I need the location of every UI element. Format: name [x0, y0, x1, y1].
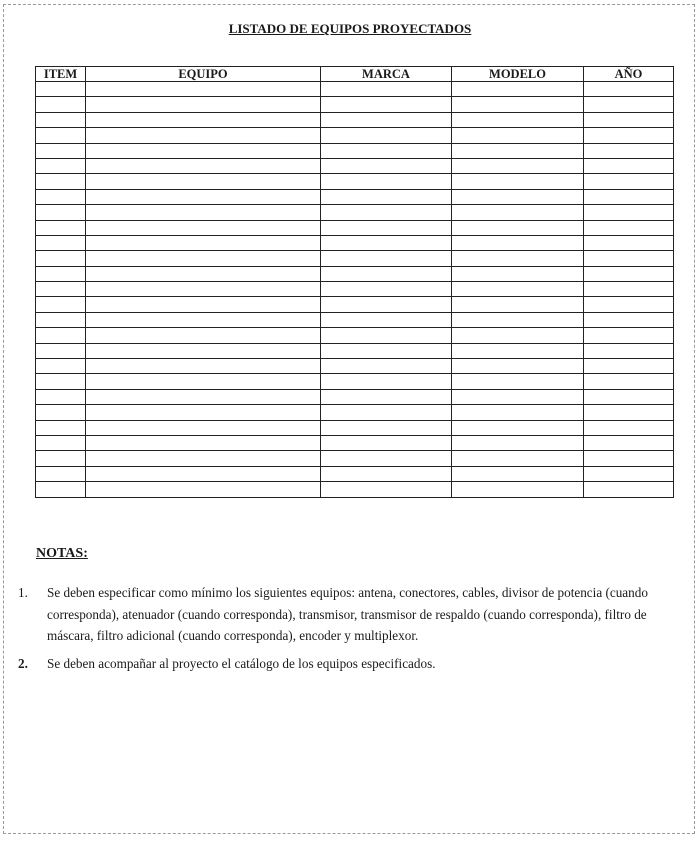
cell-equipo[interactable]	[86, 405, 321, 420]
cell-ano[interactable]	[584, 435, 674, 450]
cell-modelo[interactable]	[452, 482, 584, 497]
cell-modelo[interactable]	[452, 205, 584, 220]
cell-marca[interactable]	[321, 251, 452, 266]
cell-marca[interactable]	[321, 374, 452, 389]
cell-item[interactable]	[36, 189, 86, 204]
cell-ano[interactable]	[584, 451, 674, 466]
cell-item[interactable]	[36, 343, 86, 358]
table-row	[36, 143, 674, 158]
cell-equipo[interactable]	[86, 374, 321, 389]
cell-ano[interactable]	[584, 328, 674, 343]
cell-ano[interactable]	[584, 158, 674, 173]
table-row	[36, 328, 674, 343]
cell-item[interactable]	[36, 466, 86, 481]
cell-modelo[interactable]	[452, 220, 584, 235]
table-row	[36, 112, 674, 127]
cell-equipo[interactable]	[86, 220, 321, 235]
cell-equipo[interactable]	[86, 189, 321, 204]
cell-item[interactable]	[36, 220, 86, 235]
cell-marca[interactable]	[321, 405, 452, 420]
cell-equipo[interactable]	[86, 420, 321, 435]
cell-marca[interactable]	[321, 420, 452, 435]
note-number: 2.	[18, 656, 28, 671]
document-title: LISTADO DE EQUIPOS PROYECTADOS	[228, 21, 472, 36]
header-ano: AÑO	[584, 67, 674, 82]
cell-ano[interactable]	[584, 312, 674, 327]
table-row	[36, 189, 674, 204]
cell-item[interactable]	[36, 235, 86, 250]
cell-ano[interactable]	[584, 97, 674, 112]
table-row	[36, 158, 674, 173]
cell-modelo[interactable]	[452, 389, 584, 404]
cell-modelo[interactable]	[452, 128, 584, 143]
cell-equipo[interactable]	[86, 466, 321, 481]
cell-marca[interactable]	[321, 359, 452, 374]
cell-item[interactable]	[36, 389, 86, 404]
cell-ano[interactable]	[584, 405, 674, 420]
cell-ano[interactable]	[584, 235, 674, 250]
equipment-table	[35, 66, 674, 498]
cell-item[interactable]	[36, 359, 86, 374]
header-equipo: EQUIPO	[86, 67, 321, 82]
cell-modelo[interactable]	[452, 359, 584, 374]
cell-item[interactable]	[36, 482, 86, 497]
table-row	[36, 451, 674, 466]
header-item: ITEM	[36, 67, 86, 82]
cell-marca[interactable]	[321, 435, 452, 450]
cell-marca[interactable]	[321, 112, 452, 127]
cell-modelo[interactable]	[452, 266, 584, 281]
cell-ano[interactable]	[584, 297, 674, 312]
cell-modelo[interactable]	[452, 420, 584, 435]
cell-equipo[interactable]	[86, 158, 321, 173]
cell-equipo[interactable]	[86, 128, 321, 143]
cell-item[interactable]	[36, 451, 86, 466]
cell-equipo[interactable]	[86, 312, 321, 327]
cell-marca[interactable]	[321, 174, 452, 189]
cell-modelo[interactable]	[452, 297, 584, 312]
cell-marca[interactable]	[321, 389, 452, 404]
table-row	[36, 266, 674, 281]
cell-equipo[interactable]	[86, 389, 321, 404]
cell-equipo[interactable]	[86, 174, 321, 189]
table-row	[36, 359, 674, 374]
cell-marca[interactable]	[321, 482, 452, 497]
cell-marca[interactable]	[321, 343, 452, 358]
cell-marca[interactable]	[321, 205, 452, 220]
cell-item[interactable]	[36, 282, 86, 297]
table-row	[36, 235, 674, 250]
table-row	[36, 466, 674, 481]
cell-equipo[interactable]	[86, 343, 321, 358]
cell-marca[interactable]	[321, 189, 452, 204]
cell-equipo[interactable]	[86, 235, 321, 250]
cell-item[interactable]	[36, 205, 86, 220]
cell-equipo[interactable]	[86, 451, 321, 466]
cell-equipo[interactable]	[86, 328, 321, 343]
table-row	[36, 482, 674, 497]
table-row	[36, 128, 674, 143]
cell-modelo[interactable]	[452, 328, 584, 343]
table-row	[36, 282, 674, 297]
cell-modelo[interactable]	[452, 451, 584, 466]
cell-modelo[interactable]	[452, 174, 584, 189]
cell-equipo[interactable]	[86, 82, 321, 97]
table-row	[36, 405, 674, 420]
cell-marca[interactable]	[321, 97, 452, 112]
table-row	[36, 251, 674, 266]
cell-item[interactable]	[36, 405, 86, 420]
cell-ano[interactable]	[584, 389, 674, 404]
table-body	[36, 82, 674, 498]
cell-equipo[interactable]	[86, 282, 321, 297]
cell-item[interactable]	[36, 112, 86, 127]
cell-ano[interactable]	[584, 466, 674, 481]
cell-ano[interactable]	[584, 82, 674, 97]
cell-ano[interactable]	[584, 174, 674, 189]
note-item	[18, 582, 688, 647]
cell-equipo[interactable]	[86, 359, 321, 374]
cell-item[interactable]	[36, 266, 86, 281]
table-header-row	[36, 67, 674, 82]
cell-modelo[interactable]	[452, 374, 584, 389]
cell-modelo[interactable]	[452, 158, 584, 173]
cell-item[interactable]	[36, 374, 86, 389]
table-row	[36, 374, 674, 389]
table-row	[36, 312, 674, 327]
cell-modelo[interactable]	[452, 82, 584, 97]
cell-marca[interactable]	[321, 282, 452, 297]
cell-marca[interactable]	[321, 312, 452, 327]
table-row	[36, 420, 674, 435]
cell-item[interactable]	[36, 297, 86, 312]
cell-modelo[interactable]	[452, 343, 584, 358]
cell-modelo[interactable]	[452, 435, 584, 450]
table-row	[36, 389, 674, 404]
note-number: 1.	[18, 585, 28, 600]
cell-equipo[interactable]	[86, 297, 321, 312]
cell-marca[interactable]	[321, 328, 452, 343]
cell-item[interactable]	[36, 97, 86, 112]
cell-ano[interactable]	[584, 205, 674, 220]
cell-marca[interactable]	[321, 158, 452, 173]
cell-item[interactable]	[36, 312, 86, 327]
cell-modelo[interactable]	[452, 251, 584, 266]
table-row	[36, 97, 674, 112]
cell-marca[interactable]	[321, 266, 452, 281]
table-row	[36, 297, 674, 312]
cell-equipo[interactable]	[86, 205, 321, 220]
cell-ano[interactable]	[584, 343, 674, 358]
cell-marca[interactable]	[321, 466, 452, 481]
cell-item[interactable]	[36, 143, 86, 158]
cell-ano[interactable]	[584, 251, 674, 266]
cell-marca[interactable]	[321, 451, 452, 466]
table-row	[36, 82, 674, 97]
cell-modelo[interactable]	[452, 143, 584, 158]
table-row	[36, 205, 674, 220]
cell-ano[interactable]	[584, 266, 674, 281]
cell-marca[interactable]	[321, 297, 452, 312]
cell-item[interactable]	[36, 420, 86, 435]
cell-item[interactable]	[36, 435, 86, 450]
cell-item[interactable]	[36, 174, 86, 189]
cell-modelo[interactable]	[452, 97, 584, 112]
cell-marca[interactable]	[321, 143, 452, 158]
cell-marca[interactable]	[321, 128, 452, 143]
note-text: Se deben especificar como mínimo los siguientes equipos: antena, conectores, cables, divisor de potencia (cuando corresponda), atenuador (cuando corresponda), transmisor, transmisor de respaldo (cuando corresponda), filtro de máscara, filtro adicional (cuando corresponda), encoder y multiplexor.	[47, 585, 648, 643]
table-row	[36, 220, 674, 235]
cell-marca[interactable]	[321, 235, 452, 250]
cell-ano[interactable]	[584, 143, 674, 158]
cell-item[interactable]	[36, 251, 86, 266]
cell-modelo[interactable]	[452, 405, 584, 420]
cell-equipo[interactable]	[86, 435, 321, 450]
cell-marca[interactable]	[321, 220, 452, 235]
cell-modelo[interactable]	[452, 189, 584, 204]
cell-item[interactable]	[36, 158, 86, 173]
header-marca: MARCA	[321, 67, 452, 82]
cell-ano[interactable]	[584, 359, 674, 374]
cell-equipo[interactable]	[86, 112, 321, 127]
header-modelo: MODELO	[452, 67, 584, 82]
cell-equipo[interactable]	[86, 266, 321, 281]
cell-marca[interactable]	[321, 82, 452, 97]
cell-ano[interactable]	[584, 128, 674, 143]
cell-ano[interactable]	[584, 189, 674, 204]
cell-ano[interactable]	[584, 220, 674, 235]
cell-ano[interactable]	[584, 112, 674, 127]
table-row	[36, 343, 674, 358]
note-text: Se deben acompañar al proyecto el catálogo de los equipos especificados.	[47, 656, 436, 671]
cell-ano[interactable]	[584, 420, 674, 435]
cell-equipo[interactable]	[86, 143, 321, 158]
cell-equipo[interactable]	[86, 482, 321, 497]
cell-ano[interactable]	[584, 482, 674, 497]
cell-modelo[interactable]	[452, 466, 584, 481]
cell-modelo[interactable]	[452, 235, 584, 250]
notes-heading: NOTAS:	[36, 546, 88, 561]
cell-equipo[interactable]	[86, 97, 321, 112]
cell-modelo[interactable]	[452, 282, 584, 297]
cell-equipo[interactable]	[86, 251, 321, 266]
cell-item[interactable]	[36, 82, 86, 97]
note-item	[18, 653, 688, 675]
cell-ano[interactable]	[584, 282, 674, 297]
cell-modelo[interactable]	[452, 312, 584, 327]
table-row	[36, 174, 674, 189]
cell-item[interactable]	[36, 328, 86, 343]
cell-modelo[interactable]	[452, 112, 584, 127]
table-row	[36, 435, 674, 450]
cell-ano[interactable]	[584, 374, 674, 389]
cell-item[interactable]	[36, 128, 86, 143]
